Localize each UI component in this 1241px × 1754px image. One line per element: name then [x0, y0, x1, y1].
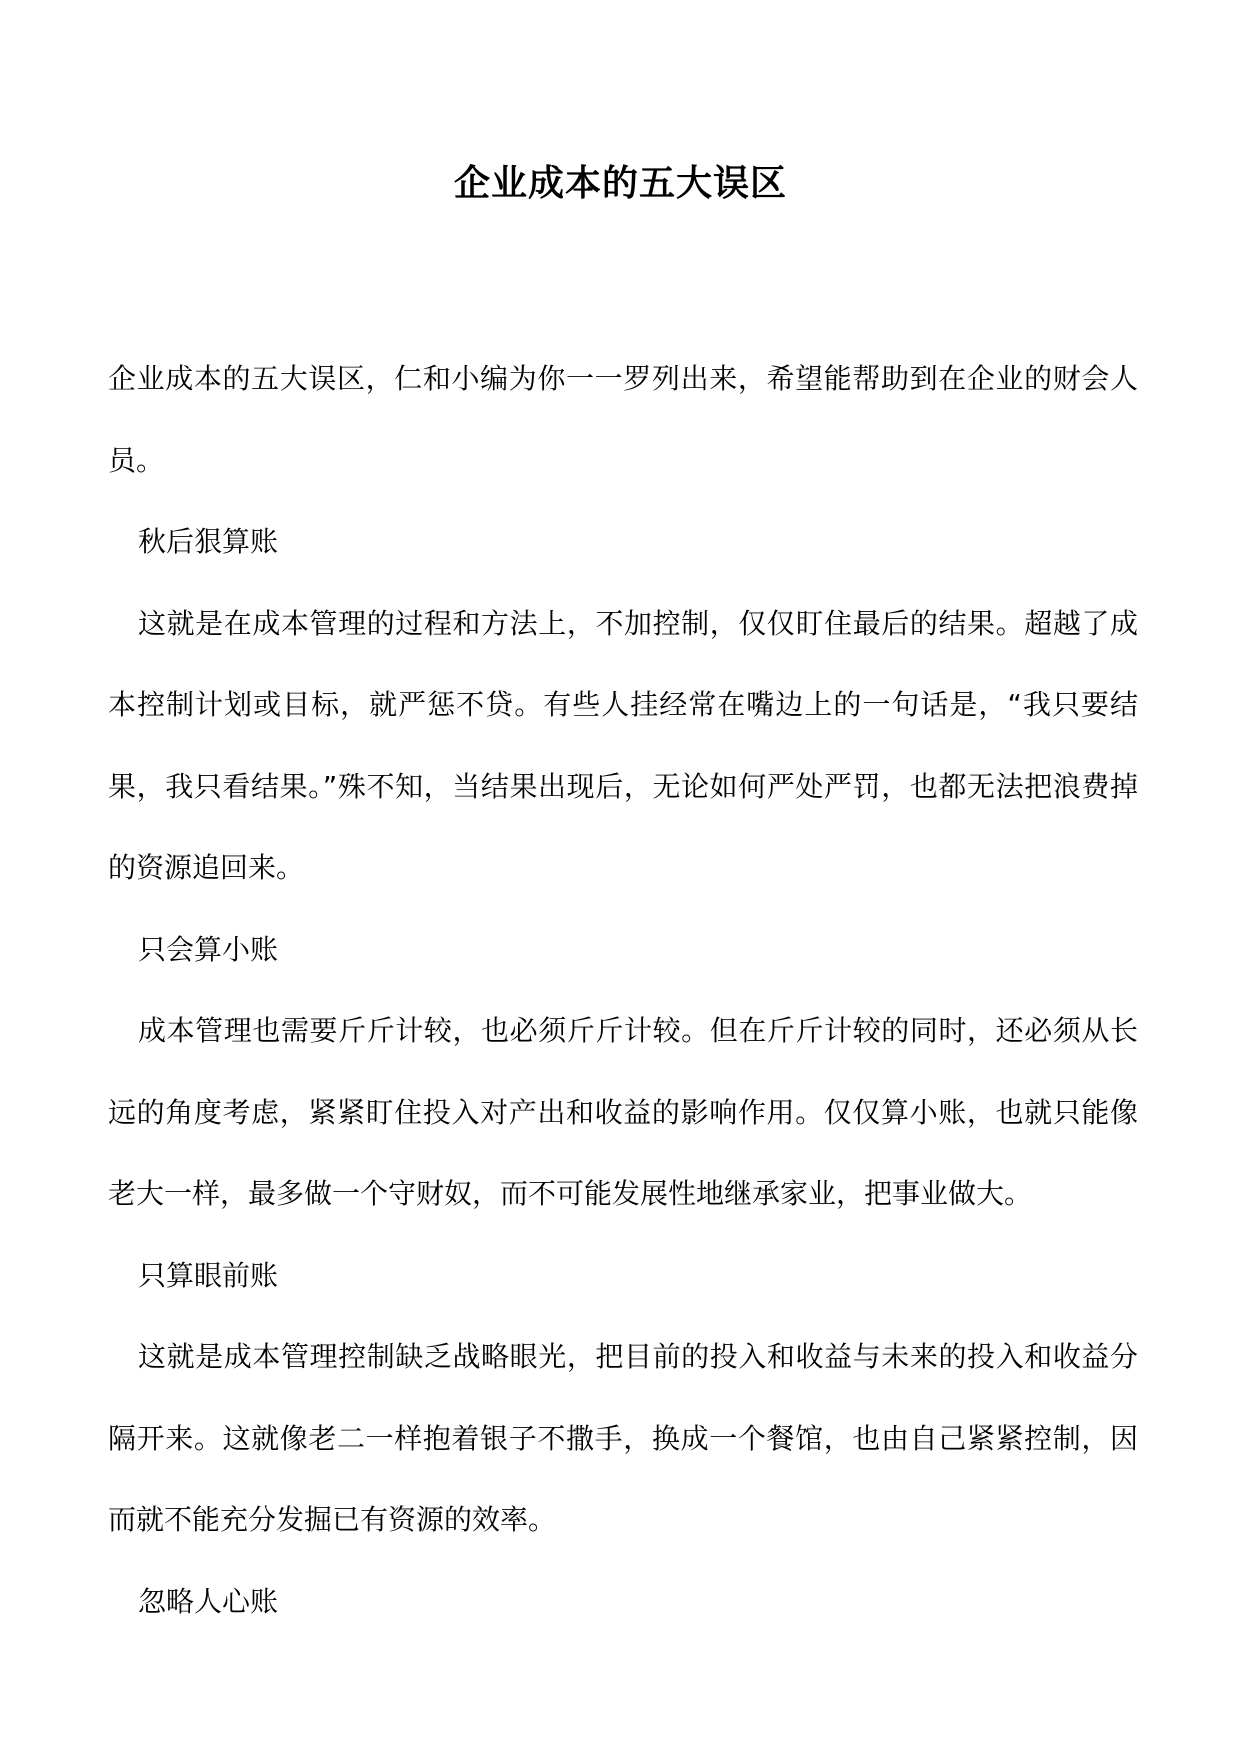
document-title: 企业成本的五大误区 — [453, 163, 787, 204]
section-heading-1: 秋后狠算账 — [138, 525, 279, 558]
section-heading-3: 只算眼前账 — [138, 1258, 279, 1292]
section-heading-4: 忽略人心账 — [138, 1584, 279, 1618]
section-body-3: 这就是成本管理控制缺乏战略眼光，把目前的投入和收益与未来的投入和收益分隔开来。这就像老二一样抱着银子不撒手，换成一个餐馆，也由自己紧紧控制，因而就不能充分发掘已有资源的效率。 — [108, 1340, 1138, 1536]
section-body-2: 成本管理也需要斤斤计较，也必须斤斤计较。但在斤斤计较的同时，还必须从长远的角度考虑，紧紧盯住投入对产出和收益的影响作用。仅仅算小账，也就只能像老大一样，最多做一个守财奴，而不可能发展性地继承家业，把事业做大。 — [108, 1014, 1138, 1210]
section-heading-2: 只会算小账 — [138, 932, 279, 966]
section-body-1: 这就是在成本管理的过程和方法上，不加控制，仅仅盯住最后的结果。超越了成本控制计划或目标，就严惩不贷。有些人挂经常在嘴边上的一句话是，“我只要结果，我只看结果。”殊不知，当结果出现后，无论如何严处严罚，也都无法把浪费掉的资源追回来。 — [108, 606, 1138, 884]
intro-paragraph: 企业成本的五大误区，仁和小编为你一一罗列出来，希望能帮助到在企业的财会人员。 — [108, 362, 1138, 477]
document-body — [108, 338, 1138, 1642]
